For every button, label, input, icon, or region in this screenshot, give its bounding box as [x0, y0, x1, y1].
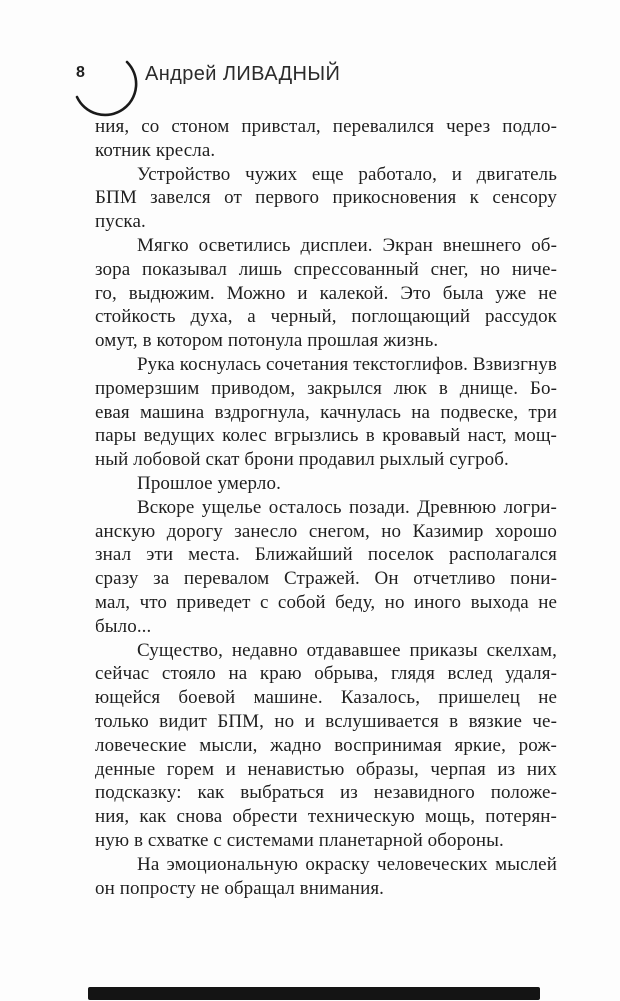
text-line: подсказку: как выбраться из незавидного положе- [95, 782, 557, 804]
text-line: сразу за перевалом Стражей. Он отчетливо пони- [95, 568, 557, 590]
text-line: денные горем и ненавистью образы, черпая из них [95, 758, 557, 780]
text-line: Вскоре ущелье осталось позади. Древнюю логри- [137, 496, 557, 518]
paragraph [95, 496, 557, 639]
running-title: Андрей ЛИВАДНЫЙ [145, 63, 341, 85]
text-line: Устройство чужих еще работало, и двигатель [137, 163, 557, 185]
text-line: ную в схватке с системами планетарной обороны. [95, 829, 504, 851]
text-line: Существо, недавно отдававшее приказы скелхам, [137, 639, 557, 661]
text-line: стойкость духа, а черный, поглощающий рассудок [95, 306, 557, 328]
text-line: евая машина вздрогнула, качнулась на подвеске, три [95, 401, 557, 423]
text-line: ловеческие мысли, жадно воспринимая яркие, рож- [95, 734, 557, 756]
text-line: котник кресла. [95, 139, 216, 161]
text-line: мал, что приведет с собой беду, но иного выхода не [95, 591, 557, 613]
paragraph [95, 472, 557, 496]
text-line: пуска. [95, 211, 146, 233]
bottom-bar [88, 987, 540, 1000]
paragraph [95, 853, 557, 901]
paragraph [95, 353, 557, 472]
text-line: промерзшим приводом, закрылся люк в днище. Бо- [95, 377, 557, 399]
text-line: ния, как снова обрести техническую мощь, потерян- [95, 806, 557, 828]
text-line: БПМ завелся от первого прикосновения к сенсору [95, 187, 557, 209]
text-line: ющейся боевой машине. Казалось, пришелец не [95, 687, 557, 709]
text-line: На эмоциональную окраску человеческих мыслей [137, 853, 557, 875]
paragraph [95, 163, 557, 234]
text-line: Прошлое умерло. [137, 472, 281, 494]
text-line: омут, в котором потонула прошлая жизнь. [95, 330, 439, 352]
text-line: знал эти места. Ближайший поселок располагался [95, 544, 557, 566]
text-line: он попросту не обращал внимания. [95, 877, 385, 899]
text-body [95, 115, 557, 900]
text-line: го, выдюжим. Можно и калекой. Это была уже не [95, 282, 557, 304]
text-line: пары ведущих колес вгрызлись в кровавый наст, мощ- [95, 425, 557, 447]
text-line: ный лобовой скат брони продавил рыхлый сугроб. [95, 449, 509, 471]
text-line: зора показывал лишь спрессованный снег, но ниче- [95, 258, 557, 280]
text-line: анскую дорогу занесло снегом, но Казимир хорошо [95, 520, 557, 542]
paragraph [95, 639, 557, 853]
paragraph [95, 234, 557, 353]
text-line: было... [95, 615, 152, 637]
page-number: 8 [76, 64, 85, 81]
paragraph [95, 115, 557, 163]
text-line: ния, со стоном привстал, перевалился через подло- [95, 116, 557, 137]
text-line: Мягко осветились дисплеи. Экран внешнего об- [137, 234, 557, 256]
text-line: сейчас стояло на краю обрыва, глядя вслед удаля- [95, 663, 557, 685]
text-line: только видит БПМ, но и вслушивается в вязкие че- [95, 710, 557, 732]
text-line: Рука коснулась сочетания текстоглифов. Взвизгнув [137, 353, 557, 375]
